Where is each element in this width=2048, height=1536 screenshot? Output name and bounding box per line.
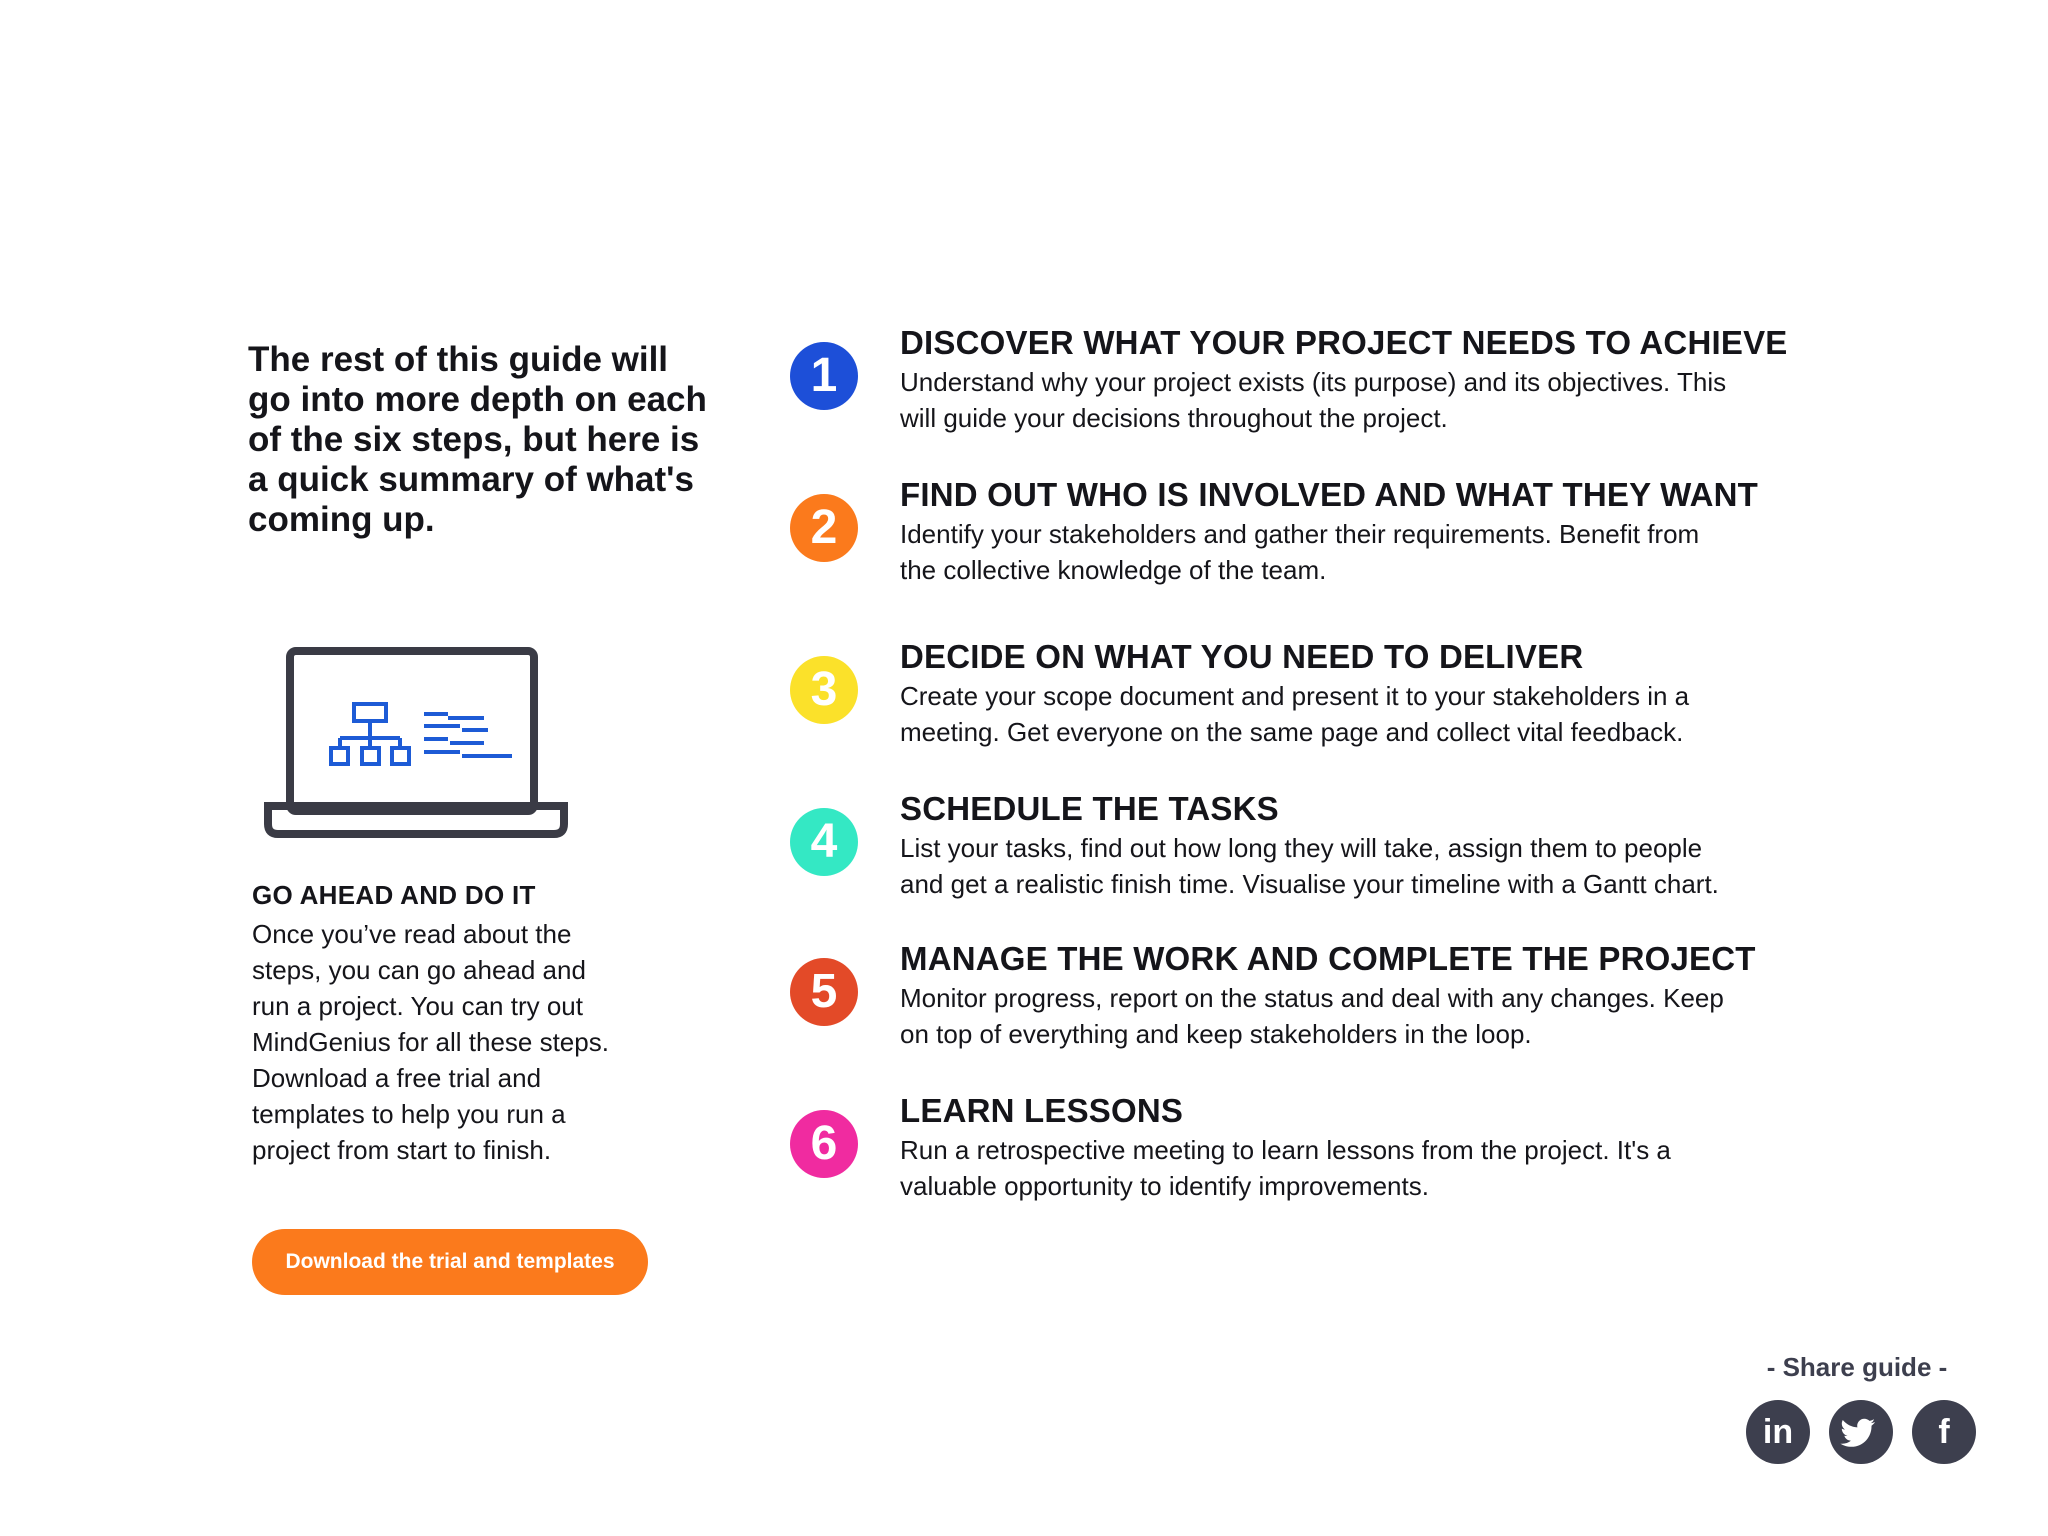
cta-body-line: run a project. You can try out: [252, 991, 583, 1021]
step-number-badge: 4: [790, 808, 858, 876]
step-description-line: Run a retrospective meeting to learn lessons from the project. It's a: [900, 1135, 1671, 1165]
step-4: [788, 790, 1848, 938]
step-title: MANAGE THE WORK AND COMPLETE THE PROJECT: [900, 940, 1756, 977]
step-description-line: and get a realistic finish time. Visualise your timeline with a Gantt chart.: [900, 869, 1719, 899]
facebook-icon[interactable]: f: [1912, 1400, 1976, 1464]
step-description-line: Identify your stakeholders and gather their requirements. Benefit from: [900, 519, 1700, 549]
cta-body: [252, 916, 692, 1168]
step-6: [788, 1092, 1848, 1240]
cta-body-line: steps, you can go ahead and: [252, 955, 586, 985]
step-description-line: meeting. Get everyone on the same page and collect vital feedback.: [900, 717, 1684, 747]
step-description: [900, 678, 1840, 750]
step-number-badge: 1: [790, 342, 858, 410]
step-number-badge: 3: [790, 656, 858, 724]
step-2: [788, 476, 1848, 624]
step-title: DISCOVER WHAT YOUR PROJECT NEEDS TO ACHIEVE: [900, 324, 1788, 361]
step-description-line: will guide your decisions throughout the project.: [900, 403, 1448, 433]
step-number-badge: 2: [790, 494, 858, 562]
linkedin-icon[interactable]: in: [1746, 1400, 1810, 1464]
step-3: [788, 638, 1848, 786]
step-title: LEARN LESSONS: [900, 1092, 1184, 1129]
step-number-badge: 5: [790, 958, 858, 1026]
intro-line: coming up.: [248, 500, 435, 539]
step-description: [900, 830, 1840, 902]
step-5: [788, 940, 1848, 1088]
step-description-line: Monitor progress, report on the status and deal with any changes. Keep: [900, 983, 1724, 1013]
step-title: DECIDE ON WHAT YOU NEED TO DELIVER: [900, 638, 1584, 675]
step-description-line: on top of everything and keep stakeholders in the loop.: [900, 1019, 1532, 1049]
cta-body-line: MindGenius for all these steps.: [252, 1027, 609, 1057]
intro-line: go into more depth on each: [248, 380, 707, 419]
step-description: [900, 1132, 1840, 1204]
cta-heading: GO AHEAD AND DO IT: [252, 880, 536, 910]
step-description-line: the collective knowledge of the team.: [900, 555, 1327, 585]
intro-line: The rest of this guide will: [248, 340, 669, 379]
cta-body-line: Once you’ve read about the: [252, 919, 572, 949]
step-description-line: valuable opportunity to identify improvements.: [900, 1171, 1429, 1201]
step-description-line: Understand why your project exists (its purpose) and its objectives. This: [900, 367, 1727, 397]
step-title: FIND OUT WHO IS INVOLVED AND WHAT THEY WANT: [900, 476, 1759, 513]
step-number-badge: 6: [790, 1110, 858, 1178]
step-description-line: Create your scope document and present it to your stakeholders in a: [900, 681, 1690, 711]
intro-text: [248, 340, 718, 540]
step-1: [788, 324, 1848, 472]
step-description-line: List your tasks, find out how long they will take, assign them to people: [900, 833, 1703, 863]
share-guide-label: - Share guide -: [1766, 1352, 1948, 1382]
twitter-icon[interactable]: [1829, 1400, 1893, 1464]
step-title: SCHEDULE THE TASKS: [900, 790, 1279, 827]
step-description: [900, 364, 1840, 436]
cta-body-line: templates to help you run a: [252, 1099, 566, 1129]
download-trial-button[interactable]: Download the trial and templates: [252, 1229, 648, 1295]
cta-body-line: project from start to finish.: [252, 1135, 552, 1165]
step-description: [900, 516, 1840, 588]
twitter-bird-icon: [1829, 1400, 1893, 1464]
cta-body-line: Download a free trial and: [252, 1063, 542, 1093]
intro-line: of the six steps, but here is: [248, 420, 700, 459]
laptop-mindmap-icon: [264, 646, 568, 842]
step-description: [900, 980, 1840, 1052]
intro-line: a quick summary of what's: [248, 460, 694, 499]
